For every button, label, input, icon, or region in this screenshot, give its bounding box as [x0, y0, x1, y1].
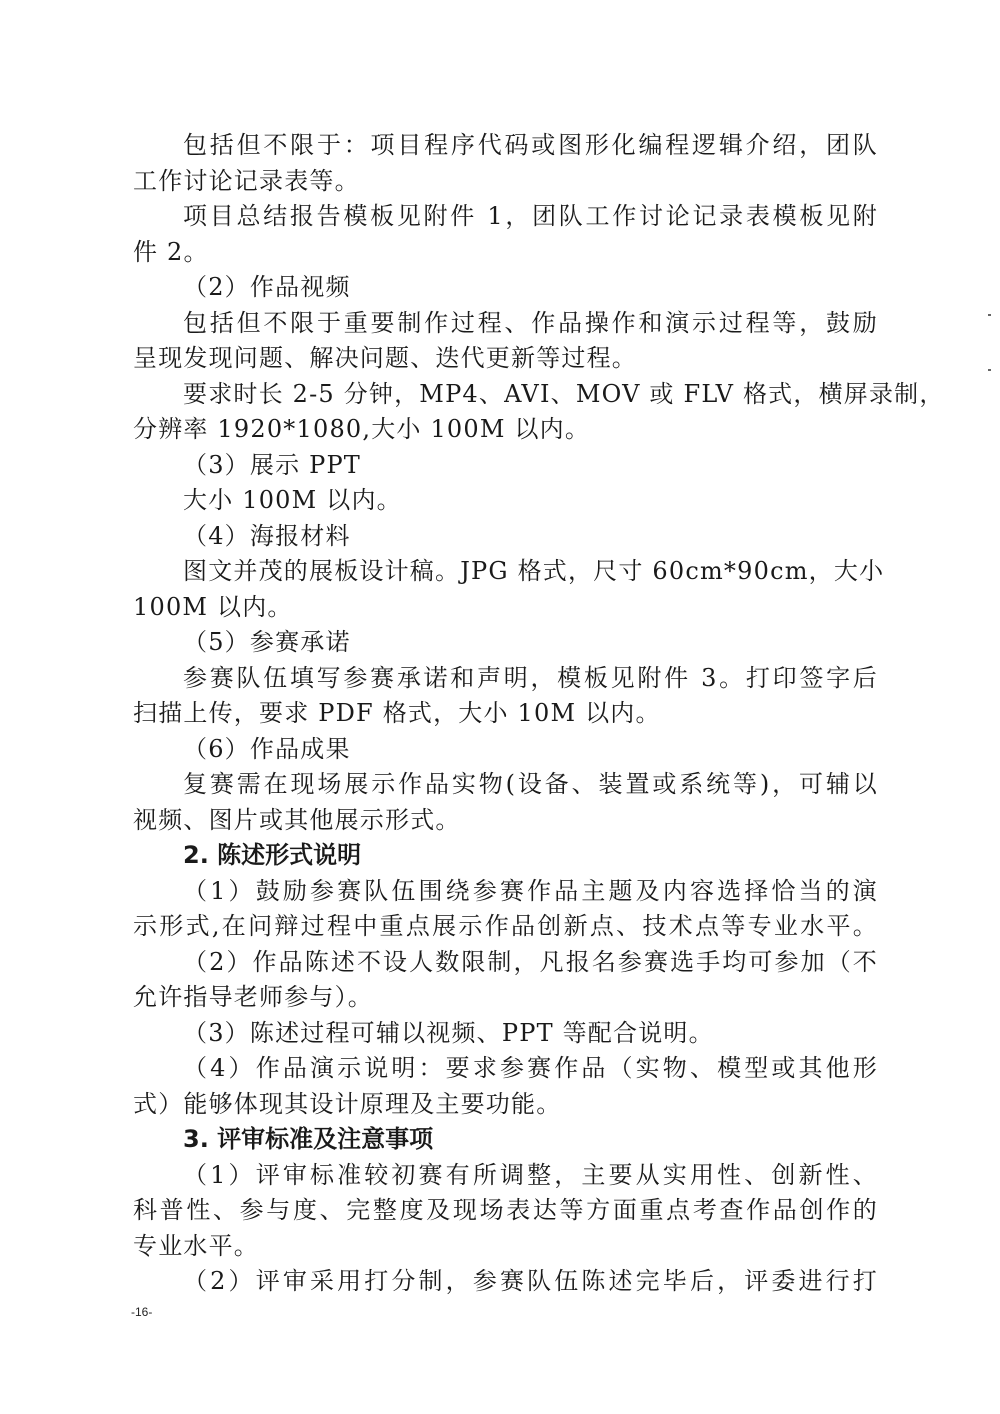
paragraph-line: （4）作品演示说明：要求参赛作品（实物、模型或其他形 [183, 1054, 878, 1082]
paragraph-line: （1）评审标准较初赛有所调整，主要从实用性、创新性、 [183, 1160, 878, 1189]
paragraph-line: 分辨率 1920*1080,大小 100M 以内。 [133, 415, 591, 443]
paragraph-line: 图文并茂的展板设计稿。JPG 格式，尺寸 60cm*90cm，大小 [183, 557, 885, 585]
paragraph-line: 件 2。 [133, 237, 209, 266]
scan-mark [988, 314, 991, 316]
paragraph-line: 包括但不限于：项目程序代码或图形化编程逻辑介绍，团队 [183, 131, 878, 159]
paragraph-line: 呈现发现问题、解决问题、迭代更新等过程。 [133, 344, 637, 372]
paragraph-line: （2）作品陈述不设人数限制，凡报名参赛选手均可参加（不 [183, 947, 878, 976]
item-heading-video: （2）作品视频 [183, 273, 351, 301]
item-heading-commitment: （5）参赛承诺 [183, 628, 351, 656]
paragraph-line: 要求时长 2-5 分钟，MP4、AVI、MOV 或 FLV 格式，横屏录制， [183, 379, 945, 408]
section-heading-presentation: 2. 陈述形式说明 [183, 841, 362, 869]
paragraph-line: 示形式,在问辩过程中重点展示作品创新点、技术点等专业水平。 [133, 912, 878, 940]
paragraph-line: 复赛需在现场展示作品实物(设备、装置或系统等)，可辅以 [183, 770, 878, 798]
paragraph-line: 式）能够体现其设计原理及主要功能。 [133, 1089, 562, 1118]
paragraph-line: 科普性、参与度、完整度及现场表达等方面重点考查作品创作的 [133, 1196, 878, 1224]
paragraph-line: 允许指导老师参与）。 [133, 983, 373, 1011]
paragraph-line: （3）陈述过程可辅以视频、PPT 等配合说明。 [183, 1018, 714, 1047]
paragraph-line: （1）鼓励参赛队伍围绕参赛作品主题及内容选择恰当的演 [183, 876, 878, 905]
paragraph-line: 包括但不限于重要制作过程、作品操作和演示过程等，鼓励 [183, 308, 878, 337]
paragraph-line: 项目总结报告模板见附件 1，团队工作讨论记录表模板见附 [183, 202, 878, 230]
paragraph-line: 扫描上传，要求 PDF 格式，大小 10M 以内。 [133, 699, 661, 727]
paragraph-line: 专业水平。 [133, 1231, 259, 1260]
item-heading-results: （6）作品成果 [183, 734, 351, 763]
page-number: -16- [131, 1305, 153, 1319]
scan-mark [988, 369, 991, 371]
item-heading-ppt: （3）展示 PPT [183, 450, 362, 479]
paragraph-line: 参赛队伍填写参赛承诺和声明，模板见附件 3。打印签字后 [183, 663, 878, 692]
paragraph-line: 视频、图片或其他展示形式。 [133, 805, 461, 834]
paragraph-line: 100M 以内。 [133, 592, 293, 621]
document-body [133, 128, 945, 1300]
paragraph-line: 大小 100M 以内。 [183, 486, 402, 514]
paragraph-line: （2）评审采用打分制，参赛队伍陈述完毕后，评委进行打 [183, 1267, 878, 1295]
item-heading-poster: （4）海报材料 [183, 521, 351, 550]
paragraph-line: 工作讨论记录表等。 [133, 166, 360, 195]
section-heading-review: 3. 评审标准及注意事项 [183, 1125, 434, 1153]
